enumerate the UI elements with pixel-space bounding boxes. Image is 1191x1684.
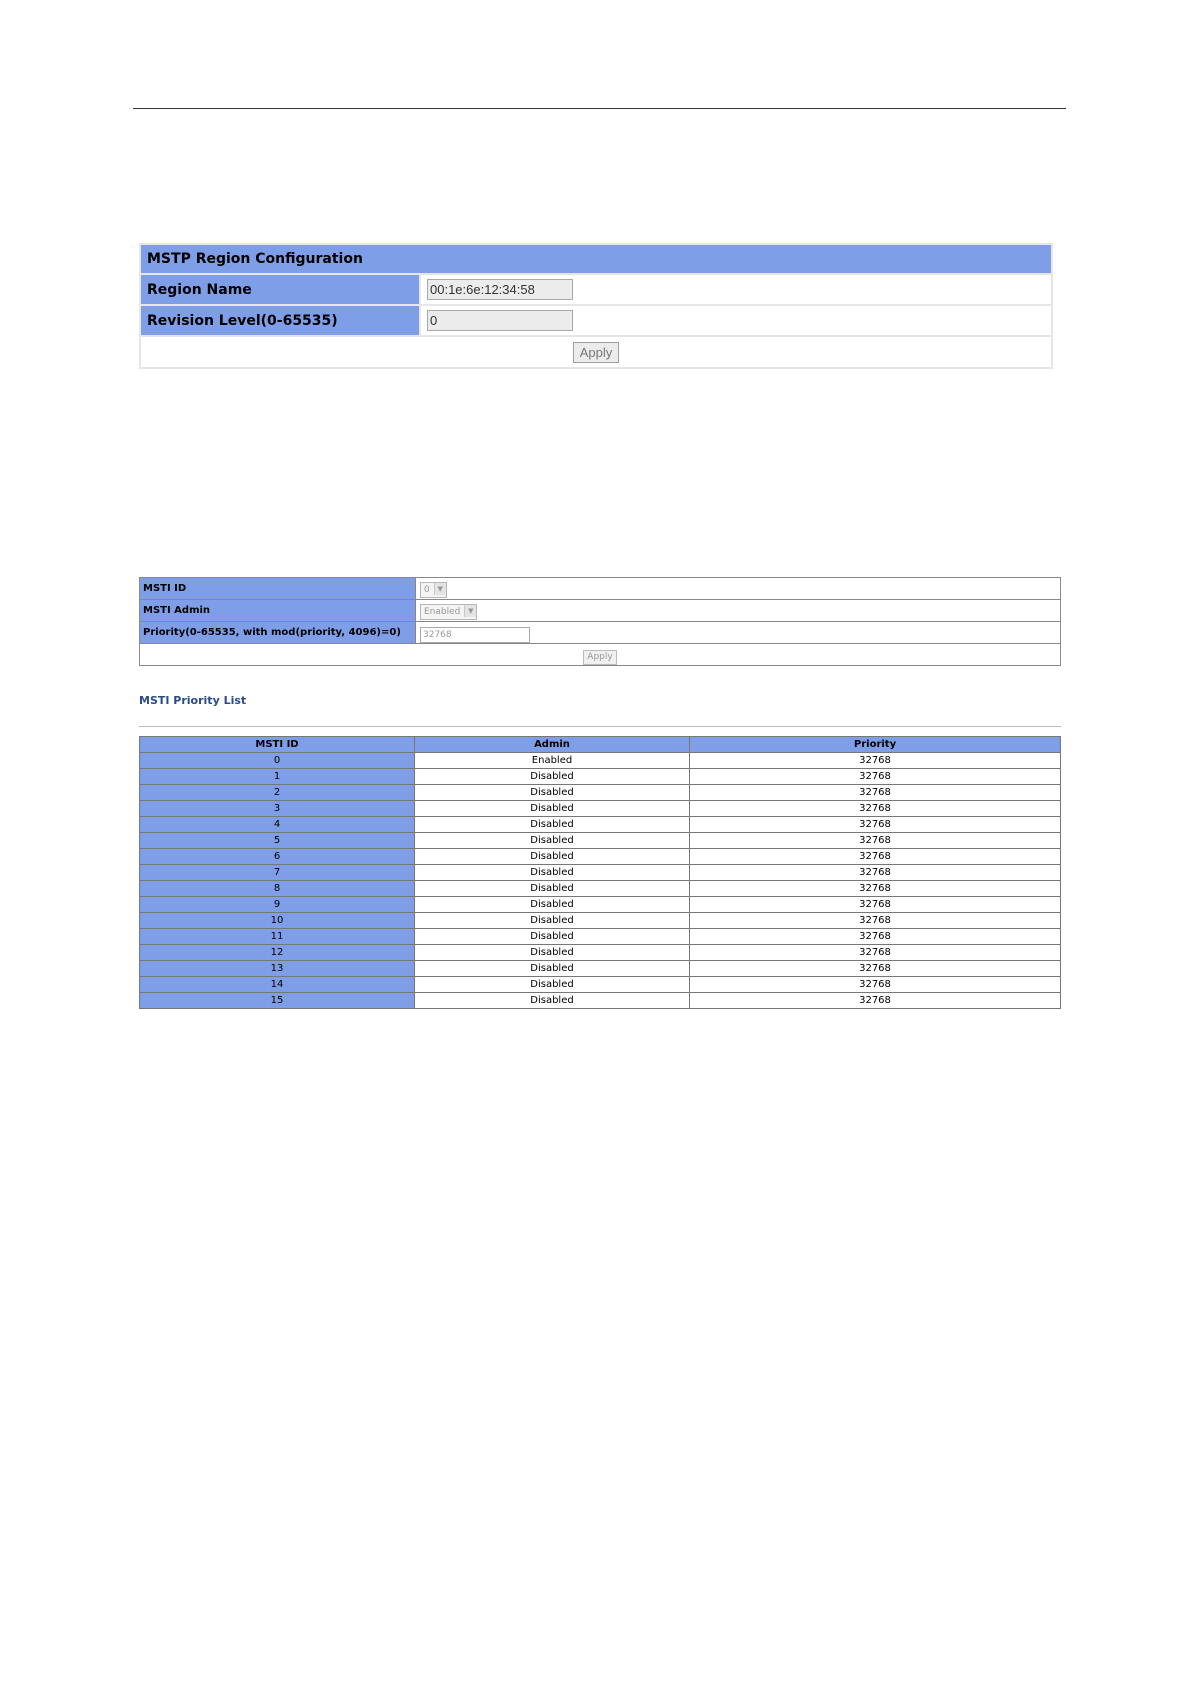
- table-row: [140, 849, 1061, 865]
- priority-cell: 32768: [690, 945, 1061, 961]
- table-row: [140, 929, 1061, 945]
- column-header-priority: Priority: [690, 737, 1061, 753]
- region-apply-row: [140, 336, 1052, 368]
- msti-id-cell: 13: [140, 961, 415, 977]
- msti-priority-cell: [416, 622, 1061, 644]
- priority-cell: 32768: [690, 753, 1061, 769]
- table-row: [140, 785, 1061, 801]
- region-name-cell: [420, 274, 1052, 305]
- admin-cell: Disabled: [415, 849, 690, 865]
- priority-cell: 32768: [690, 993, 1061, 1009]
- region-name-label: Region Name: [140, 274, 420, 305]
- msti-id-cell: 2: [140, 785, 415, 801]
- msti-id-cell: 8: [140, 881, 415, 897]
- priority-cell: 32768: [690, 817, 1061, 833]
- msti-config-panel: [139, 577, 1061, 666]
- msti-id-cell: 14: [140, 977, 415, 993]
- table-row: [140, 801, 1061, 817]
- msti-id-cell: 5: [140, 833, 415, 849]
- msti-admin-cell: [416, 600, 1061, 622]
- msti-id-cell: 1: [140, 769, 415, 785]
- table-row: [140, 753, 1061, 769]
- msti-id-cell: 15: [140, 993, 415, 1009]
- admin-cell: Disabled: [415, 945, 690, 961]
- admin-cell: Disabled: [415, 801, 690, 817]
- region-apply-button[interactable]: Apply: [573, 342, 620, 363]
- priority-cell: 32768: [690, 929, 1061, 945]
- msti-id-select[interactable]: [420, 582, 447, 598]
- table-row: [140, 897, 1061, 913]
- msti-id-label: MSTI ID: [140, 578, 416, 600]
- table-row: [140, 913, 1061, 929]
- priority-list-title: MSTI Priority List: [139, 694, 247, 707]
- chevron-down-icon: ▼: [464, 605, 476, 617]
- priority-list-header-row: [140, 737, 1061, 753]
- msti-id-cell: 4: [140, 817, 415, 833]
- revision-level-label: Revision Level(0-65535): [140, 305, 420, 336]
- table-row: [140, 977, 1061, 993]
- msti-id-cell: 7: [140, 865, 415, 881]
- table-row: [140, 961, 1061, 977]
- column-header-admin: Admin: [415, 737, 690, 753]
- admin-cell: Disabled: [415, 913, 690, 929]
- priority-list-divider: [139, 726, 1061, 727]
- admin-cell: Disabled: [415, 897, 690, 913]
- priority-cell: 32768: [690, 881, 1061, 897]
- msti-priority-input[interactable]: [420, 627, 530, 643]
- msti-id-cell: 3: [140, 801, 415, 817]
- msti-priority-label: Priority(0-65535, with mod(priority, 4096)=0): [140, 622, 416, 644]
- msti-id-cell: 11: [140, 929, 415, 945]
- page-top-rule: [133, 108, 1066, 109]
- msti-admin-select-value: Enabled: [424, 606, 461, 617]
- admin-cell: Disabled: [415, 817, 690, 833]
- priority-cell: 32768: [690, 833, 1061, 849]
- msti-id-cell: 0: [140, 753, 415, 769]
- admin-cell: Disabled: [415, 929, 690, 945]
- msti-admin-select[interactable]: [420, 604, 477, 620]
- admin-cell: Disabled: [415, 881, 690, 897]
- msti-apply-row: [140, 644, 1061, 666]
- priority-cell: 32768: [690, 961, 1061, 977]
- msti-id-cell: 6: [140, 849, 415, 865]
- priority-cell: 32768: [690, 865, 1061, 881]
- table-row: [140, 945, 1061, 961]
- priority-cell: 32768: [690, 897, 1061, 913]
- table-row: [140, 769, 1061, 785]
- table-row: [140, 865, 1061, 881]
- region-config-panel: [139, 243, 1053, 369]
- priority-cell: 32768: [690, 913, 1061, 929]
- revision-level-input[interactable]: [427, 310, 573, 331]
- priority-list-table: [139, 736, 1061, 1009]
- table-row: [140, 881, 1061, 897]
- chevron-down-icon: ▼: [434, 583, 446, 595]
- table-row: [140, 993, 1061, 1009]
- priority-cell: 32768: [690, 801, 1061, 817]
- region-config-title: MSTP Region Configuration: [140, 244, 1052, 274]
- table-row: [140, 833, 1061, 849]
- admin-cell: Disabled: [415, 769, 690, 785]
- region-name-input[interactable]: [427, 279, 573, 300]
- admin-cell: Enabled: [415, 753, 690, 769]
- msti-admin-label: MSTI Admin: [140, 600, 416, 622]
- msti-id-cell: 12: [140, 945, 415, 961]
- column-header-msti-id: MSTI ID: [140, 737, 415, 753]
- admin-cell: Disabled: [415, 785, 690, 801]
- msti-id-cell: [416, 578, 1061, 600]
- admin-cell: Disabled: [415, 961, 690, 977]
- priority-cell: 32768: [690, 769, 1061, 785]
- msti-apply-button[interactable]: Apply: [583, 650, 616, 665]
- priority-cell: 32768: [690, 977, 1061, 993]
- msti-id-cell: 10: [140, 913, 415, 929]
- table-row: [140, 817, 1061, 833]
- admin-cell: Disabled: [415, 833, 690, 849]
- admin-cell: Disabled: [415, 865, 690, 881]
- revision-level-cell: [420, 305, 1052, 336]
- msti-id-cell: 9: [140, 897, 415, 913]
- msti-id-select-value: 0: [424, 584, 430, 595]
- priority-cell: 32768: [690, 785, 1061, 801]
- priority-cell: 32768: [690, 849, 1061, 865]
- admin-cell: Disabled: [415, 993, 690, 1009]
- admin-cell: Disabled: [415, 977, 690, 993]
